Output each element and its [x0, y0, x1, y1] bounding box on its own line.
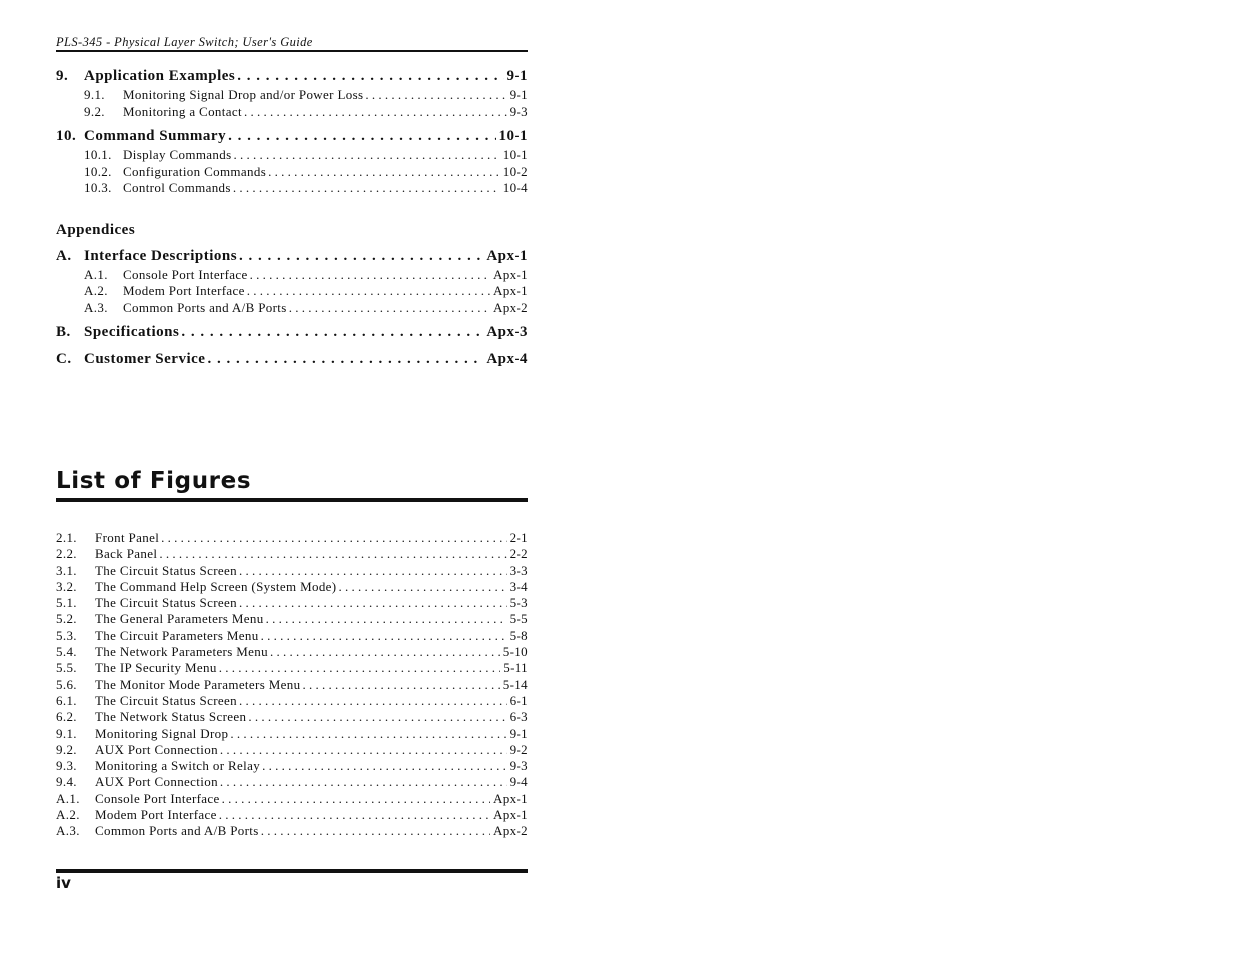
figure-entry — [56, 579, 528, 595]
dot-leader — [270, 644, 500, 660]
figure-entry-title: Monitoring a Switch or Relay — [95, 758, 261, 774]
dot-leader — [207, 348, 483, 370]
dot-leader — [244, 104, 507, 121]
toc-chapter — [56, 245, 528, 267]
list-of-figures-title: List of Figures — [56, 468, 252, 494]
toc-section-number: A.2. — [84, 283, 108, 298]
figure-entry-number: 3.1. — [56, 562, 77, 578]
toc-chapters — [56, 65, 528, 197]
toc-section-page: Apx-1 — [493, 266, 528, 282]
toc-section — [56, 104, 528, 121]
toc-section-page: Apx-2 — [493, 299, 528, 315]
figure-entry — [56, 726, 528, 742]
figure-entry — [56, 644, 528, 660]
dot-leader — [302, 677, 499, 693]
toc-section-page: 9-1 — [509, 87, 528, 102]
figure-entry-title: The Monitor Mode Parameters Menu — [95, 676, 301, 692]
figure-entry-title: The General Parameters Menu — [95, 611, 264, 627]
figure-entry-title: Console Port Interface — [95, 790, 220, 806]
toc-section-number: 10.3. — [84, 180, 112, 195]
document-page — [56, 0, 528, 954]
toc-section-title: Modem Port Interface — [123, 283, 245, 298]
figure-entry — [56, 823, 528, 839]
figure-entry-page: 5-14 — [502, 676, 528, 692]
figure-entry-title: AUX Port Connection — [95, 741, 218, 757]
figure-entry-title: The Circuit Status Screen — [95, 562, 237, 578]
figure-entry-number: 5.6. — [56, 676, 77, 692]
toc-chapter — [56, 321, 528, 343]
figure-entry-page: 5-3 — [509, 595, 528, 611]
dot-leader — [220, 774, 507, 790]
toc-section — [56, 87, 528, 104]
toc-section — [56, 180, 528, 197]
toc-chapter-title: Interface Descriptions — [84, 247, 238, 264]
figure-entry-page: 6-1 — [509, 692, 528, 708]
dot-leader — [228, 125, 495, 147]
figure-entry-title: The Network Status Screen — [95, 709, 247, 725]
toc-chapter — [56, 125, 528, 147]
dot-leader — [338, 579, 506, 595]
toc-chapter — [56, 348, 528, 370]
figure-entry-number: A.1. — [56, 790, 80, 806]
dot-leader — [239, 693, 507, 709]
dot-leader — [233, 180, 500, 197]
dot-leader — [261, 823, 490, 839]
figure-entry — [56, 595, 528, 611]
figure-entry — [56, 611, 528, 627]
toc-chapter-title: Application Examples — [84, 68, 236, 84]
toc-section-title: Monitoring Signal Drop and/or Power Loss — [123, 87, 364, 102]
figure-entry — [56, 807, 528, 823]
figure-entry — [56, 530, 528, 546]
figure-entry — [56, 563, 528, 579]
toc-section-title: Common Ports and A/B Ports — [123, 299, 287, 315]
figure-entry-number: 9.4. — [56, 774, 77, 790]
toc-section-page: 10-2 — [502, 163, 528, 179]
figure-entry-page: 2-2 — [509, 546, 528, 562]
figure-entry-page: Apx-2 — [493, 823, 528, 839]
toc-chapter-number: C. — [56, 351, 72, 367]
list-of-figures — [56, 530, 528, 840]
header-rule — [56, 50, 528, 52]
toc-chapter-title: Customer Service — [84, 351, 206, 367]
figure-entry — [56, 546, 528, 562]
figure-entry-number: 5.1. — [56, 595, 77, 611]
figure-entry — [56, 774, 528, 790]
toc-section — [56, 267, 528, 284]
dot-leader — [230, 726, 506, 742]
dot-leader — [222, 791, 490, 807]
toc-section-page: Apx-1 — [493, 283, 528, 298]
figure-entry-number: 5.5. — [56, 660, 77, 676]
toc-section-page: 9-3 — [509, 103, 528, 119]
toc-chapter-page: Apx-3 — [486, 324, 528, 340]
figure-entry-page: 9-2 — [509, 741, 528, 757]
dot-leader — [250, 267, 490, 284]
figure-entry-title: The Circuit Parameters Menu — [95, 627, 259, 643]
figure-entry-number: 9.2. — [56, 741, 77, 757]
figure-entry-number: 6.2. — [56, 709, 77, 725]
figure-entry-page: 9-1 — [509, 725, 528, 741]
toc-section-number: A.3. — [84, 299, 108, 315]
toc-chapter-number: A. — [56, 247, 72, 264]
toc-chapter — [56, 65, 528, 87]
toc-section-title: Monitoring a Contact — [123, 103, 242, 119]
toc-chapter-number: 10. — [56, 128, 77, 144]
toc-appendices — [56, 245, 528, 371]
figure-entry-title: Common Ports and A/B Ports — [95, 823, 259, 839]
figure-entry-page: 9-3 — [509, 758, 528, 774]
toc-section — [56, 283, 528, 300]
footer-rule — [56, 869, 528, 873]
dot-leader — [239, 563, 507, 579]
dot-leader — [161, 530, 506, 546]
figure-entry-number: 5.4. — [56, 644, 77, 660]
toc-chapter-title: Specifications — [84, 324, 180, 340]
figure-entry-page: Apx-1 — [493, 807, 528, 823]
figure-entry-number: A.3. — [56, 823, 80, 839]
toc-chapter-number: 9. — [56, 68, 69, 84]
toc-chapter-page: 9-1 — [506, 68, 528, 84]
toc-section-title: Control Commands — [123, 180, 231, 195]
figure-entry-page: 9-4 — [509, 774, 528, 790]
toc-section-number: 10.1. — [84, 147, 112, 162]
dot-leader — [220, 742, 507, 758]
toc-section — [56, 164, 528, 181]
dot-leader — [261, 628, 507, 644]
figure-entry-title: The Circuit Status Screen — [95, 692, 237, 708]
figure-entry-page: 5-10 — [502, 644, 528, 660]
dot-leader — [239, 245, 483, 267]
figure-entry-number: 5.2. — [56, 611, 77, 627]
figure-entry-title: The Command Help Screen (System Mode) — [95, 578, 337, 594]
toc-section-page: 10-4 — [502, 180, 528, 195]
figure-entry-page: 5-5 — [509, 611, 528, 627]
toc-chapter-page: Apx-1 — [486, 247, 528, 264]
toc-section-page: 10-1 — [502, 147, 528, 162]
figure-entry-title: The IP Security Menu — [95, 660, 217, 676]
toc-section-number: 10.2. — [84, 163, 112, 179]
toc-section-number: A.1. — [84, 266, 108, 282]
dot-leader — [247, 283, 490, 300]
figure-entry-number: 9.1. — [56, 725, 77, 741]
dot-leader — [159, 546, 506, 562]
appendices-heading: Appendices — [56, 221, 136, 238]
toc-section-number: 9.1. — [84, 87, 105, 102]
figure-entry-number: 6.1. — [56, 692, 77, 708]
dot-leader — [237, 65, 503, 87]
toc-section-title: Console Port Interface — [123, 266, 248, 282]
page-number: iv — [56, 874, 71, 892]
table-of-contents — [56, 65, 528, 370]
figure-entry — [56, 628, 528, 644]
figure-entry-title: The Network Parameters Menu — [95, 644, 268, 660]
figure-entry-page: 5-8 — [509, 627, 528, 643]
dot-leader — [239, 595, 507, 611]
dot-leader — [234, 147, 500, 164]
figure-entry-page: 5-11 — [503, 660, 528, 676]
dot-leader — [181, 321, 483, 343]
dot-leader — [248, 709, 506, 725]
toc-chapter-number: B. — [56, 324, 71, 340]
figure-entry-page: Apx-1 — [493, 790, 528, 806]
list-of-figures-rule — [56, 498, 528, 502]
figure-entry-title: Back Panel — [95, 546, 158, 562]
figure-entry — [56, 742, 528, 758]
figure-entry — [56, 791, 528, 807]
figure-entry-number: 9.3. — [56, 758, 77, 774]
figure-entry-title: Modem Port Interface — [95, 807, 217, 823]
toc-section-title: Configuration Commands — [123, 163, 267, 179]
running-header: PLS-345 - Physical Layer Switch; User's Guide — [56, 35, 313, 49]
figure-entry — [56, 758, 528, 774]
figure-entry-number: 2.1. — [56, 530, 77, 545]
figure-entry-number: 3.2. — [56, 578, 77, 594]
figure-entry-page: 3-3 — [509, 562, 528, 578]
dot-leader — [219, 807, 490, 823]
figure-entry-title: AUX Port Connection — [95, 774, 218, 790]
toc-chapter-title: Command Summary — [84, 128, 227, 144]
toc-chapter-page: 10-1 — [498, 128, 528, 144]
toc-section — [56, 300, 528, 317]
figure-entry — [56, 677, 528, 693]
figure-entry-number: 2.2. — [56, 546, 77, 562]
dot-leader — [289, 300, 490, 317]
figure-entry-number: 5.3. — [56, 627, 77, 643]
toc-chapter-page: Apx-4 — [486, 351, 528, 367]
figure-entry — [56, 660, 528, 676]
toc-section-title: Display Commands — [123, 147, 232, 162]
dot-leader — [365, 87, 506, 104]
figure-entry — [56, 693, 528, 709]
figure-entry-title: Front Panel — [95, 530, 160, 545]
toc-section-number: 9.2. — [84, 103, 105, 119]
dot-leader — [266, 611, 507, 627]
dot-leader — [219, 660, 501, 676]
toc-section — [56, 147, 528, 164]
figure-entry-title: Monitoring Signal Drop — [95, 725, 229, 741]
figure-entry-page: 6-3 — [509, 709, 528, 725]
figure-entry-number: A.2. — [56, 807, 80, 823]
dot-leader — [268, 164, 500, 181]
dot-leader — [262, 758, 507, 774]
figure-entry — [56, 709, 528, 725]
figure-entry-page: 3-4 — [509, 578, 528, 594]
figure-entry-page: 2-1 — [509, 530, 528, 545]
figure-entry-title: The Circuit Status Screen — [95, 595, 237, 611]
